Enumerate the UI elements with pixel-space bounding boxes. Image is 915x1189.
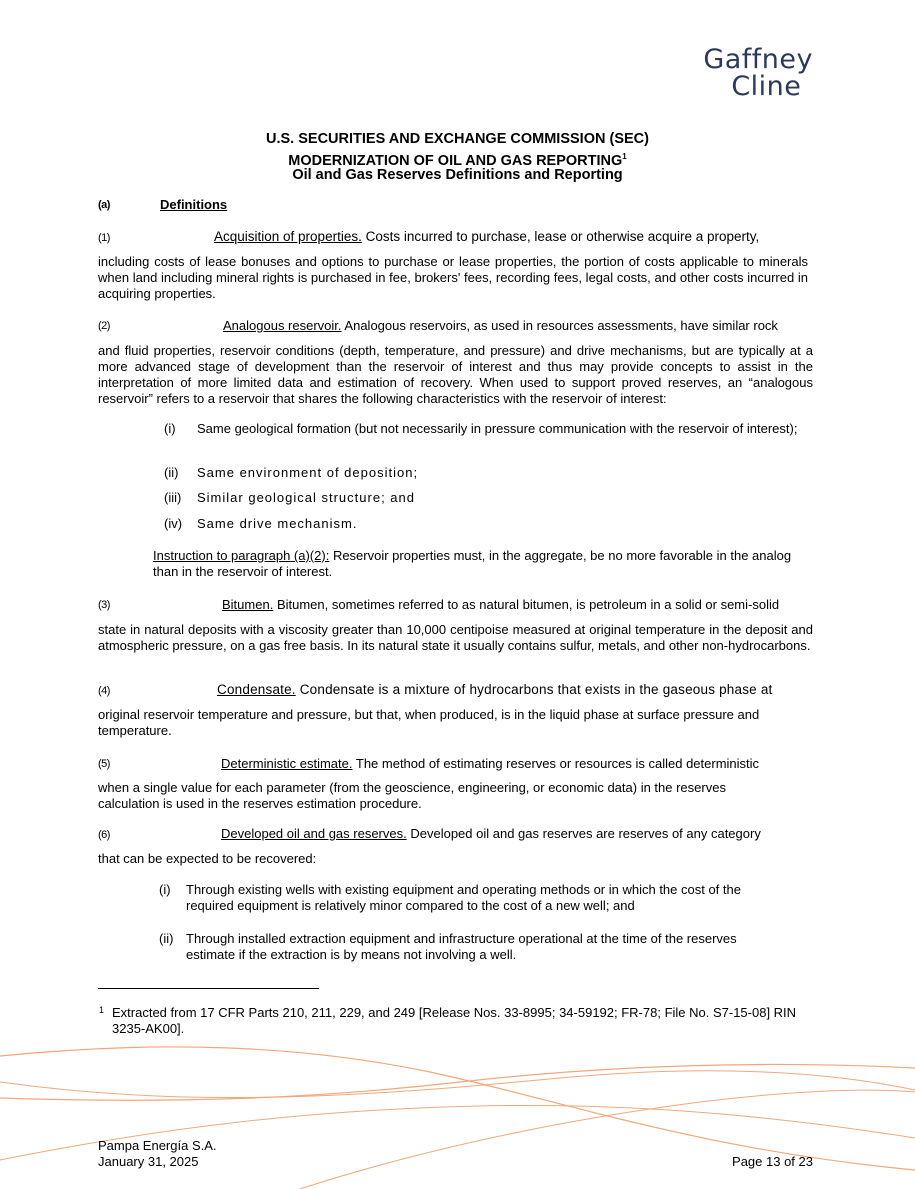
def-3-body: state in natural deposits with a viscosity greater than 10,000 centipoise measured at original temperature in the deposit and atmospheric pressure, on a gas free basis. In its natural state it usually contains sulfur, metals, and other non-hydrocarbons. (98, 622, 813, 653)
def-3-first-line: Bitumen. Bitumen, sometimes referred to as natural bitumen, is petroleum in a solid or semi-solid (222, 597, 780, 612)
def-2-body: and fluid properties, reservoir conditions (depth, temperature, and pressure) and drive mechanisms, but are typically at a more advanced stage of development than the reservoir of interest and thus may provide concepts to assist in the interpretation of more limited data and estimation of recovery. When used to support proved reserves, an “analogous reservoir” refers to a reservoir that shares the following characteristics with the reservoir of interest: (98, 343, 813, 406)
def-2-number: (2) (98, 320, 110, 332)
title-line3: Oil and Gas Reserves Definitions and Reporting (292, 167, 623, 183)
def-4-body: original reservoir temperature and pressure, but that, when produced, is in the liquid phase at surface pressure and temperature. (98, 707, 760, 738)
def-1-body: including costs of lease bonuses and options to purchase or lease properties, the portion of costs applicable to minerals when land including mineral rights is purchased in fee, brokers' fees, recording fees, legal costs, and other costs incurred in acquiring properties. (98, 254, 808, 301)
company-logo (703, 46, 813, 100)
analog-item-2-text: Same environment of deposition; (197, 465, 419, 480)
def-1-term: Acquisition of properties. (214, 229, 362, 244)
analog-item-1-text: Same geological formation (but not necessarily in pressure communication with the reservoir of interest); (197, 421, 798, 436)
section-number: (a) (98, 199, 110, 211)
instruction-paragraph: Instruction to paragraph (a)(2): Reservoir properties must, in the aggregate, be no more favorable in the analog than in the reservoir of interest. (153, 548, 792, 579)
def-4-term: Condensate. (217, 682, 296, 697)
section-title: Definitions (160, 197, 228, 212)
def-5-number: (5) (98, 758, 110, 770)
analog-item-1-number: (i) (164, 421, 176, 436)
analog-item-3-number: (iii) (164, 490, 182, 505)
def-2-term: Analogous reservoir. (223, 318, 342, 333)
footnote-text: Extracted from 17 CFR Parts 210, 211, 229, and 249 [Release Nos. 33-8995; 34-59192; FR-78; File No. S7-15-08] RIN 3235-AK00]. (112, 1005, 797, 1036)
analog-item-4-number: (iv) (164, 516, 183, 531)
title-footnote-ref: 1 (622, 152, 627, 161)
def-5-term: Deterministic estimate. (221, 756, 353, 771)
footer-company: Pampa Energía S.A. (98, 1138, 217, 1153)
def-6-first-line: Developed oil and gas reserves. Developed oil and gas reserves are reserves of any category (221, 826, 761, 841)
def-6-number: (6) (98, 829, 110, 841)
analog-item-4-text: Same drive mechanism. (197, 516, 358, 531)
developed-item-2-number: (ii) (159, 931, 174, 946)
analog-item-3-text: Similar geological structure; and (197, 490, 415, 505)
title-line1: U.S. SECURITIES AND EXCHANGE COMMISSION (SEC) (266, 131, 649, 147)
def-3-number: (3) (98, 599, 110, 611)
def-5-body: when a single value for each parameter (from the geoscience, engineering, or economic data) in the reserves calculation is used in the reserves estimation procedure. (98, 780, 726, 811)
footnote-separator (98, 988, 319, 989)
title-line2: MODERNIZATION OF OIL AND GAS REPORTING$^1$ (288, 152, 627, 169)
def-1-number: (1) (98, 232, 110, 244)
def-3-term: Bitumen. (222, 597, 274, 612)
def-5-first-line: Deterministic estimate. The method of estimating reserves or resources is called deterministic (221, 756, 760, 771)
logo-line2: Cline (731, 71, 802, 102)
developed-item-1-text: Through existing wells with existing equipment and operating methods or in which the cost of the required equipment is relatively minor compared to the cost of a new well; and (186, 882, 741, 913)
def-6-term: Developed oil and gas reserves. (221, 826, 407, 841)
def-4-number: (4) (98, 685, 110, 697)
developed-item-2-text: Through installed extraction equipment and infrastructure operational at the time of the reserves estimate if the extraction is by means not involving a well. (186, 931, 737, 962)
analog-item-2-number: (ii) (164, 465, 179, 480)
footnote-mark: 1 (99, 1005, 105, 1015)
def-1-first-line: Acquisition of properties. Costs incurred to purchase, lease or otherwise acquire a property, (214, 229, 760, 244)
def-4-first-line: Condensate. Condensate is a mixture of hydrocarbons that exists in the gaseous phase at (217, 682, 773, 697)
footer-date: January 31, 2025 (98, 1154, 199, 1169)
logo-line1: Gaffney (703, 44, 813, 75)
developed-item-1-number: (i) (159, 882, 171, 897)
instruction-label: Instruction to paragraph (a)(2): (153, 548, 330, 563)
def-2-first-line: Analogous reservoir. Analogous reservoirs, as used in resources assessments, have similar rock (223, 318, 778, 333)
def-6-body: that can be expected to be recovered: (98, 851, 317, 866)
footer-page-number: Page 13 of 23 (732, 1154, 813, 1169)
